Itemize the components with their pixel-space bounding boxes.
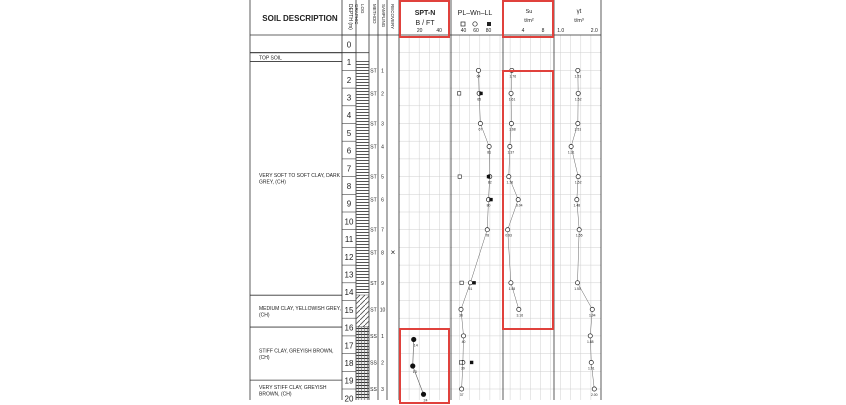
method-header: METHOD — [372, 4, 377, 24]
depth-label: 20 — [344, 394, 354, 404]
wn-label: 40 — [461, 339, 466, 344]
plastic-limit-point — [457, 92, 460, 95]
gamma-point — [569, 144, 573, 148]
gamma-point — [575, 198, 579, 202]
liquid-limit-point — [489, 198, 492, 201]
sample-method: ST — [370, 174, 377, 181]
su-label: 3.16 — [516, 313, 524, 318]
pl-axis-tick: 80 — [485, 28, 492, 34]
sample-method: ST — [370, 121, 377, 128]
depth-label: 11 — [344, 235, 354, 245]
gamma-point — [576, 68, 580, 72]
gamma-unit: t/m³ — [574, 18, 584, 24]
wn-label: 78 — [485, 233, 490, 238]
layer-description — [259, 385, 327, 398]
su-label: 3.04 — [515, 203, 523, 208]
wn-label: 51 — [468, 286, 473, 291]
su-label: 1.61 — [508, 97, 516, 102]
gamma-label: 1.51 — [574, 74, 582, 79]
sample-method: ST — [370, 280, 377, 287]
su-label: 1.58 — [508, 286, 516, 291]
plastic-limit-point — [458, 175, 461, 178]
spt-axis-tick: 20 — [416, 28, 423, 34]
spt-data-highlight — [400, 329, 449, 403]
gamma-point — [577, 228, 581, 232]
su-label: 1.16 — [506, 180, 514, 185]
sample-method: ST — [370, 197, 377, 204]
su-point — [506, 228, 510, 232]
spt-point — [421, 392, 426, 397]
plastic-limit-point — [459, 361, 462, 364]
sample-number: 1 — [381, 68, 384, 75]
recovery-header: RECOVERY — [390, 4, 395, 30]
layer-description-line: (CH) — [259, 312, 270, 319]
log-grid — [250, 0, 601, 405]
su-point — [509, 281, 513, 285]
sample-method: SS — [370, 333, 377, 340]
wn-point — [459, 307, 463, 311]
gamma-label: 2.00 — [590, 393, 598, 397]
gamma-label: 1.50 — [574, 286, 581, 291]
depth-label: 15 — [344, 305, 354, 315]
pl-axis-tick: 60 — [473, 28, 479, 34]
spt-axis-tick: 40 — [436, 28, 442, 34]
wn-label: 82 — [487, 180, 492, 185]
plastic-limit-legend-square — [461, 22, 465, 26]
layer-description — [259, 348, 334, 361]
gamma-axis-tick: 2.0 — [590, 28, 598, 34]
depth-label: 1 — [346, 58, 352, 68]
gamma-point — [592, 387, 596, 391]
liquid-limit-point — [479, 92, 482, 95]
sample-method: ST — [370, 144, 377, 151]
su-axis-tick: 4 — [521, 28, 525, 34]
layer-description-line: STIFF CLAY, GREYISH BROWN, — [259, 348, 334, 355]
pl-axis-tick: 40 — [460, 28, 467, 34]
spt-label: 14 — [413, 343, 418, 348]
wn-point — [461, 334, 465, 338]
recovery-mark: × — [390, 248, 396, 258]
graphic-log-header-2: LOG — [360, 4, 365, 14]
sample-method: ST — [370, 227, 377, 234]
gamma-label: 1.52 — [574, 180, 582, 185]
depth-label: 13 — [344, 270, 354, 280]
sample-number: 2 — [381, 360, 384, 367]
plastic-limit-point — [460, 281, 463, 284]
depth-label: 2 — [346, 75, 352, 85]
spt-title: SPT-N — [414, 10, 436, 17]
gamma-point — [590, 307, 594, 311]
layer-description-line: VERY STIFF CLAY, GREYISH — [259, 384, 327, 391]
wn-point — [468, 281, 472, 285]
liquid-limit-point — [472, 281, 475, 284]
sample-number: 10 — [379, 307, 386, 314]
graphic-log-fill — [357, 327, 369, 380]
depth-label: 16 — [344, 323, 354, 333]
layer-description — [259, 173, 341, 186]
gamma-title: γt — [576, 9, 582, 15]
layer-description — [259, 306, 341, 319]
sample-method: ST — [370, 307, 377, 314]
su-label: 1.37 — [507, 150, 515, 155]
su-title: Su — [525, 9, 533, 15]
spt-label: 24 — [423, 398, 428, 403]
gamma-point — [576, 91, 580, 95]
su-axis-tick: 8 — [541, 28, 545, 34]
depth-label: 12 — [344, 252, 354, 262]
sample-method: SS — [370, 360, 377, 367]
layer-description-line: VERY SOFT TO SOFT CLAY, DARK — [259, 173, 340, 180]
graphic-log-fill — [357, 295, 369, 327]
depth-label: 10 — [344, 217, 354, 227]
su-label: 0.93 — [505, 233, 512, 238]
sample-method: SS — [370, 387, 377, 393]
layer-description — [259, 56, 282, 62]
depth-label: 14 — [344, 288, 354, 298]
gamma-label: 1.55 — [575, 233, 583, 238]
su-line — [508, 70, 519, 309]
sample-method: ST — [370, 91, 377, 98]
wn-label: 36 — [459, 313, 463, 318]
layer-description-line: (CH) — [259, 354, 270, 361]
wn-point — [476, 68, 480, 72]
gamma-point — [588, 334, 592, 338]
depth-label: 9 — [346, 199, 352, 209]
wn-label: 67 — [478, 127, 483, 132]
sample-method: ST — [370, 68, 377, 75]
layer-description-line: MEDIUM CLAY, YELLOWISH GREY, — [259, 305, 341, 312]
layer-description-line: TOP SOIL — [259, 55, 282, 62]
spt-unit: B / FT — [415, 20, 435, 27]
test-data-marks — [370, 68, 598, 402]
graphic-log-header-1: GRAPHIC — [354, 4, 359, 25]
gamma-point — [589, 360, 593, 364]
depth-label: 6 — [346, 146, 352, 156]
su-label: 1.68 — [509, 127, 516, 132]
sample-number: 3 — [381, 121, 384, 128]
depth-label: 8 — [346, 181, 352, 191]
sample-number: 3 — [381, 387, 384, 393]
gamma-point — [576, 121, 580, 125]
gamma-axis-tick: 1.0 — [557, 28, 565, 34]
su-point — [508, 144, 512, 148]
wn-label: 65 — [477, 97, 482, 102]
sample-number: 6 — [381, 197, 384, 204]
spt-label: 13 — [412, 369, 417, 374]
su-point — [507, 175, 511, 179]
wn-point — [487, 144, 491, 148]
sample-number: 8 — [381, 250, 384, 257]
sample-number: 7 — [381, 227, 384, 234]
gamma-label: 1.91 — [587, 366, 595, 371]
gamma-label: 1.48 — [573, 203, 581, 208]
pl-wn-ll-title: PL–Wn–LL — [457, 10, 493, 17]
sample-method: ST — [370, 250, 377, 257]
depth-label: 0 — [346, 40, 352, 50]
layer-description-line: BROWN, (CH) — [259, 391, 292, 398]
su-label: 1.76 — [509, 74, 517, 79]
su-unit: t/m² — [524, 18, 534, 24]
wn-point — [460, 387, 464, 391]
su-point — [517, 307, 521, 311]
sample-number: 9 — [381, 280, 384, 287]
depth-label: 3 — [346, 93, 352, 103]
wn-label: 37 — [459, 393, 464, 397]
gamma-label: 1.88 — [586, 339, 594, 344]
gamma-point — [575, 281, 579, 285]
gamma-label: 1.94 — [588, 313, 596, 318]
depth-label: 19 — [344, 376, 354, 386]
gamma-label: 1.52 — [574, 97, 582, 102]
gamma-label: 1.51 — [574, 127, 582, 132]
spt-point — [410, 363, 415, 368]
spt-point — [411, 337, 416, 342]
sample-number: 5 — [381, 174, 384, 181]
wn-point — [478, 121, 482, 125]
liquid-limit-point — [487, 175, 490, 178]
gamma-point — [576, 175, 580, 179]
depth-label: 7 — [346, 164, 352, 174]
depth-label: 17 — [344, 341, 354, 351]
pl-wn-ll-legend — [461, 22, 491, 26]
layer-description-line: GREY, (CH) — [259, 179, 286, 186]
wn-label: 81 — [487, 150, 492, 155]
depth-label: 5 — [346, 128, 352, 138]
sampling-header: SAMPLING — [381, 4, 386, 28]
wn-label: 80 — [486, 203, 491, 208]
gamma-label: 1.31 — [567, 150, 575, 155]
graphic-log-fill — [357, 62, 369, 296]
liquid-limit-point — [470, 361, 473, 364]
sample-number: 1 — [381, 333, 384, 340]
liquid-limit-legend-square — [487, 22, 491, 26]
su-point — [509, 121, 513, 125]
graphic-log-fill — [357, 380, 369, 400]
su-point — [516, 198, 520, 202]
soil-description-header: SOIL DESCRIPTION — [262, 14, 338, 23]
su-point — [509, 91, 513, 95]
wn-label: 39 — [460, 366, 465, 371]
wn-point — [485, 228, 489, 232]
depth-label: 18 — [344, 358, 354, 368]
depth-label: 4 — [346, 111, 352, 121]
water-content-legend-circle — [473, 22, 477, 26]
depth-header: DEPTH (m) — [347, 4, 353, 30]
wn-label: 64 — [476, 74, 481, 79]
sample-number: 2 — [381, 91, 384, 98]
sample-number: 4 — [381, 144, 384, 151]
